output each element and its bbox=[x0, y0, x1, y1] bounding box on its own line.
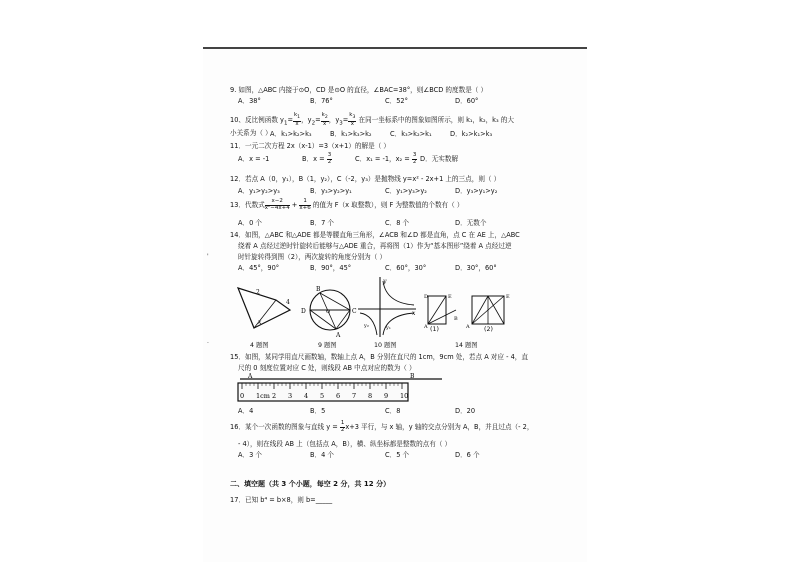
question-10-line2: 小关系为（ ） bbox=[230, 129, 272, 137]
q9-option-a: A．38° bbox=[238, 97, 261, 105]
question-11: 11．一元二次方程 2x（x-1）=3（x+1）的解是（ ） bbox=[230, 142, 390, 150]
question-16-line2: - 4），则在线段 AB 上（包括点 A，B），横、纵坐标都是整数的点有（ ） bbox=[238, 440, 452, 448]
q12-option-a: A．y₁>y₂>y₃ bbox=[238, 187, 280, 195]
question-17: 17．已知 b⁴ = b×8，则 b=_____ bbox=[230, 496, 333, 504]
figure-14-1-label: (1) bbox=[430, 326, 439, 333]
figure-4 bbox=[232, 280, 302, 340]
ruler-tick-label: 2 bbox=[272, 392, 277, 400]
question-16: 16．某个一次函数的图象与直线 y = $\frac{1}{2}$ x+3 平行，与 x 轴，y 轴的交点分别为 A，B，并且过点（- 2， bbox=[230, 420, 534, 433]
svg-text:4: 4 bbox=[286, 299, 290, 306]
q12-option-d: D．y₃>y₁>y₂ bbox=[455, 187, 498, 195]
q10-option-d: D．k₂>k₁>k₃ bbox=[450, 130, 493, 138]
svg-text:D: D bbox=[301, 308, 306, 315]
svg-text:A: A bbox=[466, 324, 470, 330]
ruler-tick-label: 1cm bbox=[256, 392, 270, 400]
q14-option-d: D．30°，60° bbox=[455, 264, 497, 272]
svg-text:A: A bbox=[336, 332, 341, 339]
q11-option-a: A．x = -1 bbox=[238, 155, 270, 163]
q11-option-c: C．x₁ = -1，x₂ = $\frac{3}{2}$ bbox=[355, 152, 417, 165]
svg-text:E: E bbox=[448, 294, 452, 300]
ruler-tick-label: 3 bbox=[288, 392, 293, 400]
q16-option-a: A．3 个 bbox=[238, 451, 262, 459]
figure-14-caption: 14 题图 bbox=[455, 342, 478, 349]
ruler-tick-label: 7 bbox=[352, 392, 357, 400]
svg-text:A: A bbox=[424, 324, 428, 330]
question-13: 13．代数式 $\frac{x-2}{\text{x²−4x+4}}$ + $\frac{1}{x+6}$ 的值为 F（x 取整数），则 F 为整数值的个数有（ ） bbox=[230, 198, 464, 211]
figure-14-2 bbox=[464, 290, 512, 330]
q12-option-c: C．y₁>y₃>y₂ bbox=[385, 187, 427, 195]
q15-option-d: D．20 bbox=[455, 407, 476, 415]
q15-option-c: C．8 bbox=[385, 407, 401, 415]
question-14-line1: 14．如图，△ABC 和△ADE 都是等腰直角三角形，∠ACB 和∠D 都是直角，点 C 在 AE 上，△ABC bbox=[230, 231, 520, 239]
question-10: 10、反比例函数 $y_1=$ $\frac{k_1}{x}$ ，$y_2=$ $\frac{k_2}{x}$ ，$y_3=$ $\frac{k_3}{x}$ 在同一坐标系中的图象如图所示，则 k₁，k₂，k₃ 的大 bbox=[230, 112, 514, 127]
svg-text:C: C bbox=[352, 308, 357, 315]
question-14-line3: 时针旋转得到图（2），两次旋转的角度分别为（ ） bbox=[238, 253, 387, 261]
q14-option-b: B．90°，45° bbox=[310, 264, 352, 272]
ruler-tick-label: 6 bbox=[336, 392, 341, 400]
q13-option-d: D．无数个 bbox=[455, 219, 487, 227]
ruler-tick-label: 5 bbox=[320, 392, 325, 400]
margin-mark-1: ' bbox=[207, 253, 209, 260]
svg-text:B: B bbox=[410, 373, 415, 380]
question-9: 9. 如图，△ABC 内接于⊙O，CD 是⊙O 的直径，∠BAC=38°，则∠BCD 的度数是（ ） bbox=[230, 86, 488, 94]
q9-option-c: C．52° bbox=[385, 97, 408, 105]
figure-10-graph bbox=[356, 275, 418, 339]
svg-text:y: y bbox=[383, 278, 387, 285]
figure-14-2-label: (2) bbox=[484, 326, 493, 333]
q9-option-b: B．76° bbox=[310, 97, 333, 105]
q16-option-d: D．6 个 bbox=[455, 451, 480, 459]
ruler-tick-label: 9 bbox=[384, 392, 389, 400]
q10-option-b: B．k₁>k₃>k₂ bbox=[330, 130, 372, 138]
svg-text:D: D bbox=[424, 294, 429, 300]
svg-text:B: B bbox=[316, 286, 321, 293]
question-15-line1: 15．如图，某同学用直尺画数轴，数轴上点 A，B 分别在直尺的 1cm，9cm 处，若点 A 对应 - 4，直 bbox=[230, 353, 528, 361]
q15-option-b: B．5 bbox=[310, 407, 326, 415]
svg-text:O: O bbox=[326, 309, 331, 315]
svg-text:A: A bbox=[248, 373, 253, 380]
figure-4-caption: 4 题图 bbox=[250, 342, 269, 349]
q13-option-c: C．8 个 bbox=[385, 219, 410, 227]
q13-option-b: B．7 个 bbox=[310, 219, 335, 227]
svg-text:E: E bbox=[506, 294, 510, 300]
question-14-line2: 绕着 A 点经过逆时针旋转后能够与△ADE 重合，再将图（1）作为“基本图形”绕着 A 点经过逆 bbox=[238, 242, 512, 250]
svg-text:2: 2 bbox=[256, 289, 260, 296]
ruler-figure bbox=[234, 373, 446, 405]
svg-text:B: B bbox=[454, 316, 458, 322]
q14-option-a: A．45°，90° bbox=[238, 264, 280, 272]
q11-option-b: B．x = $\frac{3}{2}$ bbox=[302, 152, 332, 165]
ruler-tick-label: 0 bbox=[240, 392, 245, 400]
q16-option-c: C．5 个 bbox=[385, 451, 410, 459]
q9-option-d: D．60° bbox=[455, 97, 479, 105]
svg-text:x: x bbox=[412, 310, 416, 317]
section-2-heading: 二、填空题（共 3 个小题，每空 2 分，共 12 分） bbox=[230, 480, 391, 488]
q10-option-a: A．k₁>k₂>k₃ bbox=[270, 130, 312, 138]
q13-option-a: A．0 个 bbox=[238, 219, 262, 227]
q14-option-c: C．60°，30° bbox=[385, 264, 427, 272]
figure-14-1 bbox=[422, 290, 462, 330]
figure-9-circle bbox=[298, 282, 360, 340]
svg-text:x: x bbox=[258, 319, 262, 326]
question-15-line2: 尺的 0 刻度位置对应 C 处，则线段 AB 中点对应的数为（ ） bbox=[238, 364, 416, 372]
margin-mark-2: · bbox=[207, 340, 209, 347]
figure-10-caption: 10 题图 bbox=[374, 342, 397, 349]
q12-option-b: B．y₃>y₂>y₁ bbox=[310, 187, 352, 195]
svg-text:y₂: y₂ bbox=[364, 323, 369, 329]
q15-option-a: A．4 bbox=[238, 407, 254, 415]
svg-text:y₁: y₁ bbox=[386, 325, 391, 331]
ruler-tick-label: 4 bbox=[304, 392, 309, 400]
question-12: 12．若点 A（0，y₁），B（1，y₂），C（-2，y₃）是抛物线 y=x² - 2x+1 上的三点，则（ ） bbox=[230, 175, 501, 183]
q10-option-c: C．k₃>k₂>k₁ bbox=[390, 130, 432, 138]
q16-option-b: B．4 个 bbox=[310, 451, 335, 459]
q11-option-d: D．无实数解 bbox=[420, 155, 459, 163]
figure-9-caption: 9 题图 bbox=[318, 342, 337, 349]
ruler-tick-label: 8 bbox=[368, 392, 373, 400]
ruler-tick-label: 10 bbox=[400, 392, 409, 400]
top-border bbox=[203, 47, 587, 49]
